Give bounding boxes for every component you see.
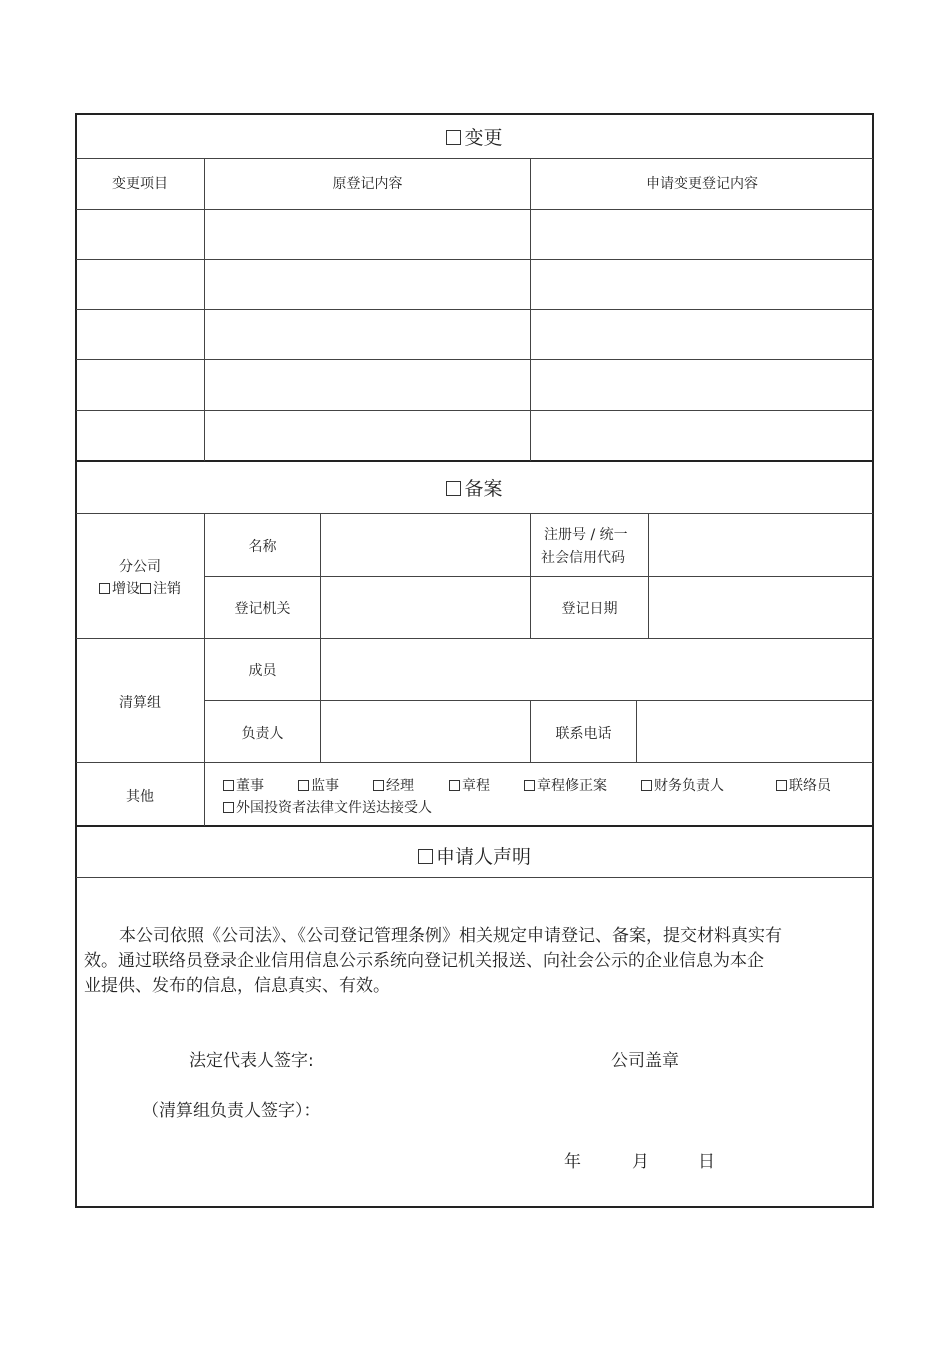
leader-label: 负责人: [241, 726, 284, 742]
option-label: 董事: [236, 778, 264, 794]
divider: [76, 762, 873, 763]
checkbox-change[interactable]: [446, 130, 461, 145]
other-option-articles[interactable]: [449, 775, 490, 795]
other-label: 其他: [126, 789, 154, 805]
checkbox-icon[interactable]: [298, 780, 309, 791]
legal-rep-signature-label: 法定代表人签字:: [189, 1051, 314, 1071]
divider: [636, 700, 637, 763]
checkbox-icon[interactable]: [449, 780, 460, 791]
other-option-liaison[interactable]: [776, 775, 831, 795]
branch-name-label: 名称: [248, 539, 277, 555]
section-title-declaration: [76, 842, 873, 869]
checkbox-icon[interactable]: [776, 780, 787, 791]
column-header-item: 变更项目: [112, 176, 168, 192]
checkbox-icon[interactable]: [373, 780, 384, 791]
divider: [530, 513, 531, 639]
date-month-label: 月: [632, 1152, 649, 1172]
company-seal-label: 公司盖章: [611, 1051, 679, 1071]
divider: [530, 158, 531, 461]
phone-label: 联系电话: [555, 726, 612, 742]
branch-add-label: 增设: [112, 581, 140, 597]
authority-label: 登记机关: [234, 601, 291, 617]
members-label: 成员: [248, 663, 277, 679]
divider: [76, 410, 873, 411]
checkbox-filing[interactable]: [446, 481, 461, 496]
divider: [76, 638, 873, 639]
option-label: 章程修正案: [537, 778, 607, 794]
option-label: 财务负责人: [654, 778, 724, 794]
other-option-foreign-investor-agent[interactable]: [223, 797, 432, 817]
divider: [76, 359, 873, 360]
checkbox-icon[interactable]: [641, 780, 652, 791]
option-label: 监事: [311, 778, 339, 794]
divider: [76, 825, 873, 827]
checkbox-declaration[interactable]: [418, 849, 433, 864]
option-label: 外国投资者法律文件送达接受人: [236, 800, 432, 816]
divider: [76, 259, 873, 260]
other-option-finance-head[interactable]: [641, 775, 724, 795]
divider: [205, 700, 873, 701]
section-title-change: [76, 123, 873, 150]
divider: [76, 513, 873, 514]
option-label: 经理: [386, 778, 414, 794]
other-option-articles-amendment[interactable]: [524, 775, 607, 795]
section-title-change-label: 变更: [464, 127, 503, 149]
form-table: [75, 113, 874, 1208]
date-day-label: 日: [698, 1152, 715, 1172]
other-option-supervisor[interactable]: [298, 775, 339, 795]
checkbox-branch-cancel[interactable]: [140, 583, 151, 594]
checkbox-icon[interactable]: [223, 780, 234, 791]
reg-date-label: 登记日期: [561, 601, 618, 617]
divider: [76, 209, 873, 210]
section-title-filing: [76, 474, 873, 501]
section-title-declaration-label: 申请人声明: [435, 846, 531, 868]
other-option-manager[interactable]: [373, 775, 414, 795]
column-header-original: 原登记内容: [332, 176, 403, 192]
divider: [320, 513, 321, 763]
branch-label: 分公司: [119, 559, 161, 575]
other-option-director[interactable]: [223, 775, 264, 795]
branch-cancel-label: 注销: [153, 581, 181, 597]
checkbox-icon[interactable]: [223, 802, 234, 813]
checkbox-branch-add[interactable]: [99, 583, 110, 594]
column-header-new: 申请变更登记内容: [646, 176, 758, 192]
reg-no-label-line2: 社会信用代码: [541, 550, 625, 566]
option-label: 联络员: [789, 778, 831, 794]
section-title-filing-label: 备案: [464, 478, 503, 500]
declaration-text-line2: 效。通过联络员登录企业信用信息公示系统向登记机关报送、向社会公示的企业信息为本企: [84, 951, 764, 971]
divider: [76, 460, 873, 462]
declaration-text-line1: 本公司依照《公司法》、《公司登记管理条例》相关规定申请登记、备案，提交材料真实有: [119, 926, 782, 946]
option-label: 章程: [462, 778, 490, 794]
divider: [205, 576, 873, 577]
divider: [204, 158, 205, 461]
branch-options: [76, 578, 204, 598]
liquidation-label: 清算组: [119, 695, 161, 711]
declaration-text-line3: 业提供、发布的信息，信息真实、有效。: [84, 976, 390, 996]
divider: [76, 309, 873, 310]
reg-no-label-line1: 注册号 / 统一: [544, 527, 628, 543]
divider: [648, 513, 649, 639]
divider: [76, 877, 873, 878]
checkbox-icon[interactable]: [524, 780, 535, 791]
divider: [76, 158, 873, 159]
liquidation-signature-label: （清算组负责人签字）：: [142, 1101, 321, 1121]
date-year-label: 年: [564, 1152, 581, 1172]
